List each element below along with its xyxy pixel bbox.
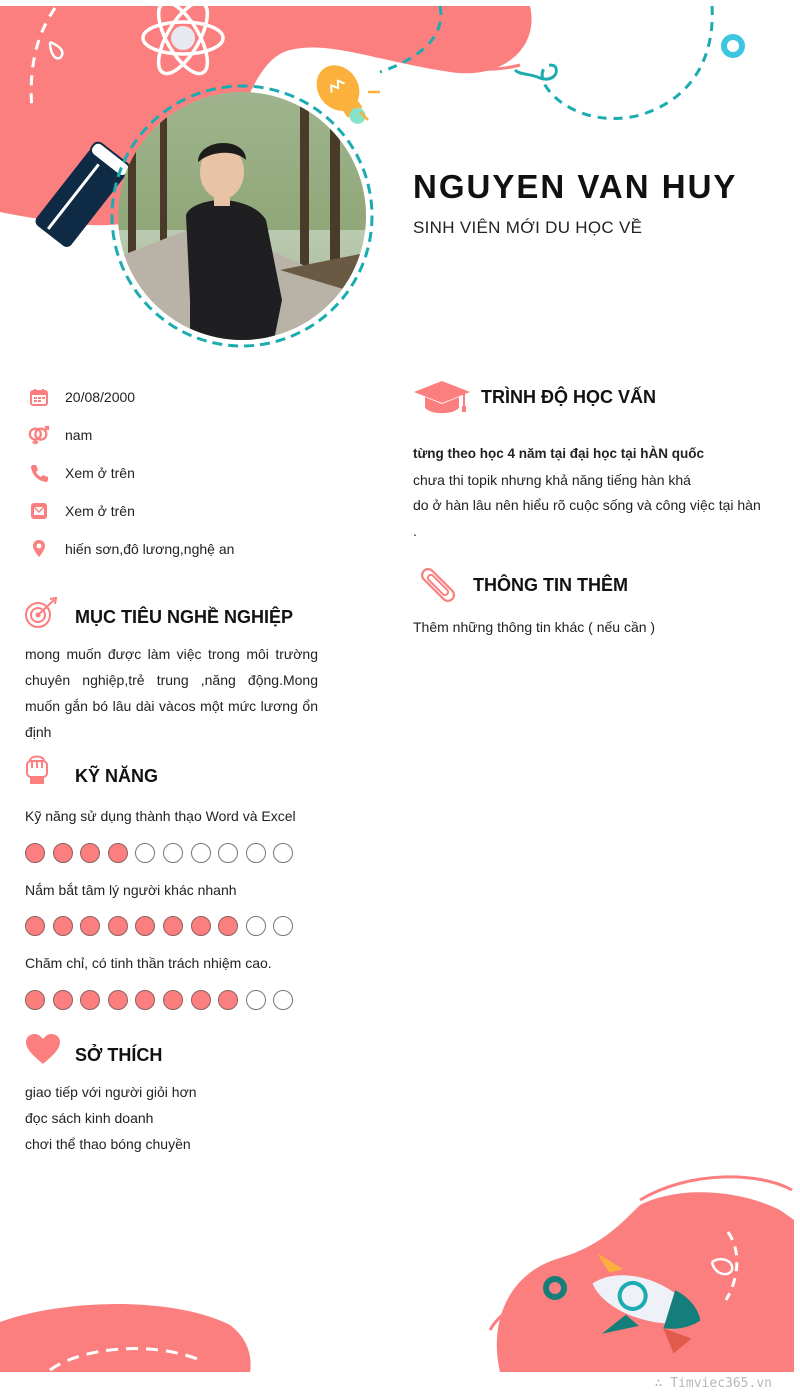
email-icon (28, 500, 50, 522)
rating-dot-empty (246, 990, 266, 1010)
rating-dot-filled (53, 990, 73, 1010)
education-line: . (413, 523, 417, 539)
skill-label: Nắm bắt tâm lý người khác nhanh (25, 882, 237, 898)
contact-address (28, 537, 235, 561)
objective-text: mong muốn được làm việc trong môi trường chuyên nghiệp,trẻ trung ,năng động.Mong muốn gắn bó lâu dài vàcos một mức lương ổn định (25, 646, 318, 740)
rating-dot-empty (273, 990, 293, 1010)
rating-dot-empty (135, 843, 155, 863)
contact-birthday (28, 385, 136, 409)
candidate-name: NGUYEN VAN HUY (413, 168, 738, 205)
skills-title: KỸ NĂNG (75, 766, 159, 786)
rating-dot-filled (80, 990, 100, 1010)
rating-dot-filled (80, 916, 100, 936)
skill-label: Chăm chỉ, có tinh thần trách nhiệm cao. (25, 955, 272, 971)
education-line: chưa thi topik nhưng khả năng tiếng hàn khá (413, 472, 691, 488)
paperclip-icon (416, 563, 460, 612)
rating-dot-filled (53, 916, 73, 936)
skill-rating (25, 990, 293, 1010)
skill-rating (25, 916, 293, 936)
birthday-value: 20/08/2000 (65, 389, 136, 405)
rating-dot-filled (191, 916, 211, 936)
rating-dot-filled (53, 843, 73, 863)
location-pin-icon (28, 538, 50, 560)
gender-value: nam (65, 427, 93, 443)
rating-dot-filled (108, 990, 128, 1010)
gender-icon (28, 424, 50, 446)
extra-title: THÔNG TIN THÊM (473, 575, 628, 595)
rating-dot-filled (191, 990, 211, 1010)
watermark: ∴ Timviec365.vn (654, 1376, 772, 1391)
contact-gender (28, 423, 93, 447)
rating-dot-filled (163, 916, 183, 936)
ring-icon (724, 37, 742, 55)
email-value: Xem ở trên (65, 503, 135, 519)
rating-dot-empty (218, 843, 238, 863)
rating-dot-filled (135, 916, 155, 936)
phone-icon (28, 462, 50, 484)
education-line: do ở hàn lâu nên hiểu rõ cuộc sống và công việc tại hàn (413, 497, 761, 513)
fist-icon (24, 753, 50, 792)
heart-icon (25, 1033, 61, 1070)
contact-email (28, 499, 135, 523)
rating-dot-empty (246, 843, 266, 863)
target-icon (24, 597, 60, 634)
rating-dot-empty (191, 843, 211, 863)
hobby-item: giao tiếp với người giỏi hơn (25, 1084, 197, 1100)
skill-label: Kỹ năng sử dụng thành thạo Word và Excel (25, 808, 296, 824)
hobby-item: đọc sách kinh doanh (25, 1110, 154, 1126)
graduation-cap-icon (414, 381, 470, 420)
phone-value: Xem ở trên (65, 465, 135, 481)
candidate-title: SINH VIÊN MỚI DU HỌC VỀ (413, 218, 643, 237)
bottom-left-blob (0, 1304, 251, 1372)
contact-phone (28, 461, 135, 485)
rating-dot-filled (218, 990, 238, 1010)
rating-dot-filled (135, 990, 155, 1010)
extra-text: Thêm những thông tin khác ( nếu cần ) (413, 619, 656, 635)
education-title: TRÌNH ĐỘ HỌC VẤN (481, 387, 656, 407)
rating-dot-filled (25, 916, 45, 936)
rating-dot-empty (246, 916, 266, 936)
rating-dot-filled (218, 916, 238, 936)
rating-dot-empty (273, 843, 293, 863)
rating-dot-filled (25, 843, 45, 863)
rating-dot-filled (108, 843, 128, 863)
rating-dot-filled (163, 990, 183, 1010)
skill-rating (25, 843, 293, 863)
hobby-item: chơi thể thao bóng chuyền (25, 1136, 191, 1152)
objective-title: MỤC TIÊU NGHỀ NGHIỆP (75, 607, 294, 627)
rating-dot-filled (108, 916, 128, 936)
rating-dot-empty (273, 916, 293, 936)
address-value: hiến sơn,đô lương,nghệ an (65, 541, 235, 557)
rating-dot-filled (25, 990, 45, 1010)
education-headline: từng theo học 4 năm tại đại học tại hÀN quốc (413, 446, 705, 461)
rating-dot-empty (163, 843, 183, 863)
calendar-icon (28, 386, 50, 408)
rating-dot-filled (80, 843, 100, 863)
hobbies-title: SỞ THÍCH (75, 1045, 163, 1065)
